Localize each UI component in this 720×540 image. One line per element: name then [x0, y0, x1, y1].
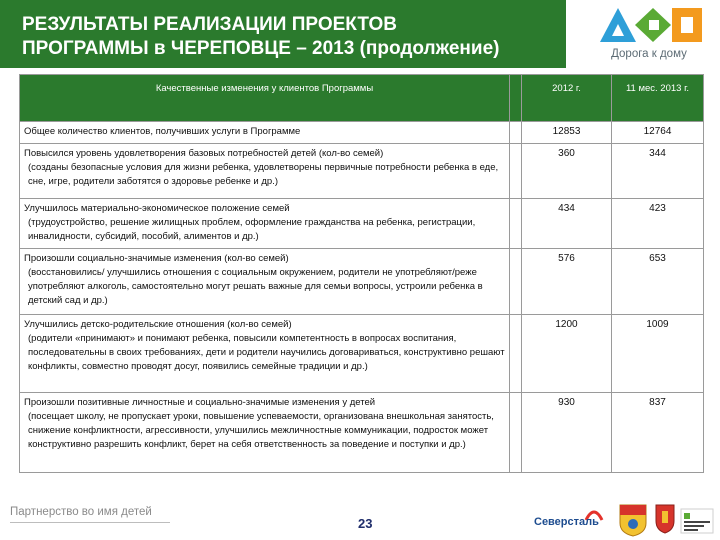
table-row [20, 144, 704, 199]
row-description [20, 122, 510, 144]
row-description [20, 393, 510, 473]
value-2012: 576 [522, 249, 612, 315]
results-table [19, 74, 704, 473]
column-header-2012: 2012 г. [522, 75, 612, 122]
row-description [20, 249, 510, 315]
row-detail: (посещает школу, не пропускает уроки, повышение успеваемости, организована внешкольная занятость, снижение конфликтности, агрессивности, улучшились межличностные коммуникации, подросток может конструктивно разрешить конфликт, берет на себя ответственность за поведение и поступки и др.) [28, 411, 494, 450]
table-row [20, 315, 704, 393]
value-2012: 930 [522, 393, 612, 473]
page-title [22, 13, 499, 61]
title-banner [0, 0, 566, 68]
value-2012: 360 [522, 144, 612, 199]
partner-text: Партнерство во имя детей [10, 506, 152, 518]
value-2012: 434 [522, 199, 612, 249]
logo-shapes-icon [592, 6, 702, 44]
row-gap [510, 393, 522, 473]
table-row [20, 393, 704, 473]
row-title: Улучшилось материально-экономическое положение семей [24, 203, 290, 214]
row-description [20, 315, 510, 393]
page-title-line1: РЕЗУЛЬТАТЫ РЕАЛИЗАЦИИ ПРОЕКТОВ [22, 14, 397, 35]
region-crest-icon [654, 503, 676, 535]
value-2013: 344 [612, 144, 704, 199]
row-detail: (трудоустройство, решение жилищных проблем, оформление гражданства на ребенка, регистрации, инвалидности, субсидий, пособий, алиментов и др.) [28, 217, 476, 242]
row-title: Повысился уровень удовлетворения базовых потребностей детей (кол-во семей) [24, 148, 384, 159]
row-description [20, 144, 510, 199]
row-detail: (родители «принимают» и понимают ребенка, повысили компетентность в вопросах воспитания, последовательны в своих требованиях, дети и родители научились договариваться, конструктивно решают конфликты, совместно проводят досуг, появились семейные традиции и др.) [28, 333, 505, 372]
table-header-row [20, 75, 704, 122]
value-2013: 423 [612, 199, 704, 249]
doroga-k-domu-logo [584, 6, 714, 66]
severstal-text: Северсталь [534, 516, 599, 528]
column-header-2013: 11 мес. 2013 г. [612, 75, 704, 122]
row-title: Общее количество клиентов, получивших услуги в Программе [24, 126, 301, 137]
footer-divider [10, 522, 170, 523]
value-2012: 12853 [522, 122, 612, 144]
row-title: Улучшились детско-родительские отношения (кол-во семей) [24, 319, 292, 330]
table-row [20, 249, 704, 315]
page-number: 23 [358, 516, 373, 531]
table-row [20, 122, 704, 144]
value-2013: 653 [612, 249, 704, 315]
row-title: Произошли позитивные личностные и социально-значимые изменения у детей [24, 397, 376, 408]
value-2013: 12764 [612, 122, 704, 144]
column-header-gap [510, 75, 522, 122]
value-2013: 1009 [612, 315, 704, 393]
row-gap [510, 122, 522, 144]
row-detail: (созданы безопасные условия для жизни ребенка, удовлетворены первичные потребности ребенка в еде, сне, игре, родители заботятся о здоровье ребенке и др.) [28, 162, 499, 187]
page-title-line2: ПРОГРАММЫ в ЧЕРЕПОВЦЕ – 2013 (продолжение) [22, 38, 500, 59]
column-header-changes: Качественные изменения у клиентов Программы [20, 75, 510, 122]
value-2012: 1200 [522, 315, 612, 393]
row-gap [510, 199, 522, 249]
row-title: Произошли социально-значимые изменения (кол-во семей) [24, 253, 289, 264]
value-2013: 837 [612, 393, 704, 473]
row-gap [510, 249, 522, 315]
logo-text: Дорога к дому [611, 48, 687, 60]
row-gap [510, 144, 522, 199]
row-detail: (восстановились/ улучшились отношения с социальным окружением, родители не употребляют/реже употребляют алкоголь, самостоятельно могут решать важные для семьи вопросы, устроили ребенка в детский сад и др.) [28, 267, 483, 306]
row-gap [510, 315, 522, 393]
table-row [20, 199, 704, 249]
city-crest-icon [618, 503, 648, 537]
severstal-logo [534, 508, 606, 536]
fund-logo-icon [680, 508, 714, 534]
row-description [20, 199, 510, 249]
